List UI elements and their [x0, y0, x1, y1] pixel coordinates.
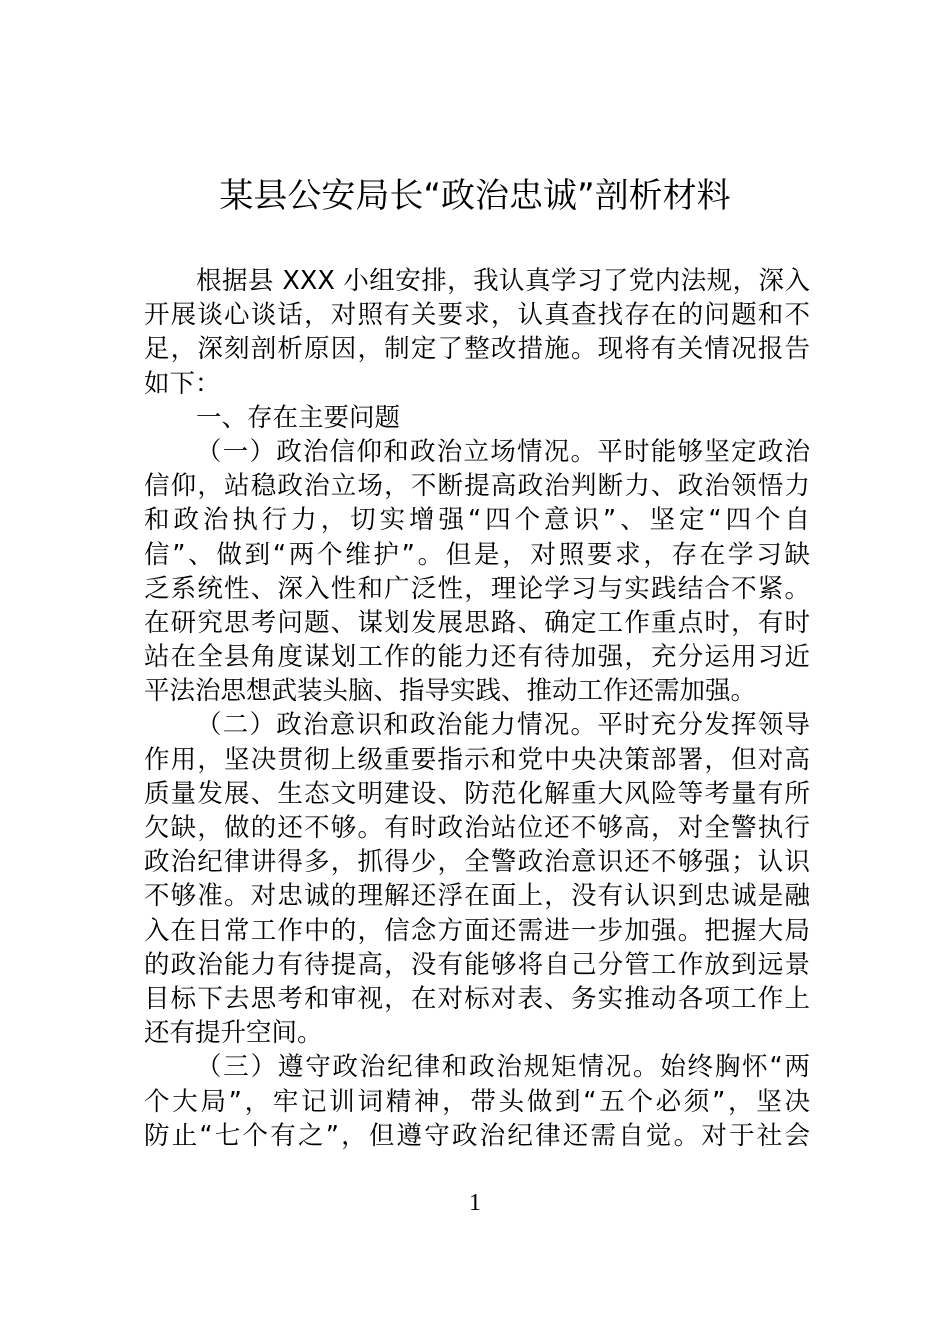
text-line: 入在日常工作中的，信念方面还需进一步加强。把握大局 [144, 915, 810, 946]
text-line: 平法治思想武装头脑、指导实践、推动工作还需加强。 [144, 676, 757, 707]
text-line: 目标下去思考和审视，在对标对表、务实推动各项工作上 [144, 983, 810, 1014]
text-line: 政治纪律讲得多，抓得少，全警政治意识还不够强；认识 [144, 847, 810, 878]
text-line: 的政治能力有待提高，没有能够将自己分管工作放到远景 [144, 949, 810, 980]
section-heading [144, 401, 810, 435]
text-line: 如下： [144, 368, 221, 399]
text-line: 防止“七个有之”，但遵守政治纪律还需自觉。对于社会 [144, 1120, 810, 1151]
paragraph-subsection-2 [144, 708, 810, 1050]
paragraph-subsection-3 [144, 1050, 810, 1153]
text-line: （一）政治信仰和政治立场情况。平时能够坚定政治 [196, 436, 810, 467]
text-line: 不够准。对忠诚的理解还浮在面上，没有认识到忠诚是融 [144, 881, 810, 912]
text-line: 在研究思考问题、谋划发展思路、确定工作重点时，有时 [144, 607, 810, 638]
text-line: 还有提升空间。 [144, 1018, 323, 1049]
text-line: 和政治执行力，切实增强“四个意识”、坚定“四个自 [144, 505, 810, 536]
paragraph-intro [144, 264, 810, 401]
document-title: 某县公安局长“政治忠诚”剖析材料 [219, 176, 731, 216]
text-line: （二）政治意识和政治能力情况。平时充分发挥领导 [196, 710, 810, 741]
text-line: 根据县 XXX 小组安排，我认真学习了党内法规，深入 [196, 266, 810, 296]
text-line: 欠缺，做的还不够。有时政治站位还不够高，对全警执行 [144, 813, 810, 843]
page-number: 1 [469, 1190, 481, 1216]
text-line: 质量发展、生态文明建设、防范化解重大风险等考量有所 [144, 778, 810, 809]
text-line: 站在全县角度谋划工作的能力还有待加强，充分运用习近 [144, 642, 810, 673]
text-line: 足，深刻剖析原因，制定了整改措施。现将有关情况报告 [144, 334, 810, 365]
text-line: 开展谈心谈话，对照有关要求，认真查找存在的问题和不 [144, 300, 810, 331]
text-line: 信仰，站稳政治立场，不断提高政治判断力、政治领悟力 [144, 471, 810, 502]
paragraph-subsection-1 [144, 435, 810, 709]
text-line: 作用，坚决贯彻上级重要指示和党中央决策部署，但对高 [144, 744, 810, 775]
text-line: 乏系统性、深入性和广泛性，理论学习与实践结合不紧。 [144, 573, 810, 604]
text-line: 个大局”，牢记训词精神，带头做到“五个必须”，坚决 [144, 1086, 810, 1117]
heading-text: 一、存在主要问题 [196, 402, 401, 433]
text-line: （三）遵守政治纪律和政治规矩情况。始终胸怀“两 [196, 1052, 810, 1083]
document-body [144, 264, 810, 1153]
text-line: 信”、做到“两个维护”。但是，对照要求，存在学习缺 [144, 539, 810, 570]
